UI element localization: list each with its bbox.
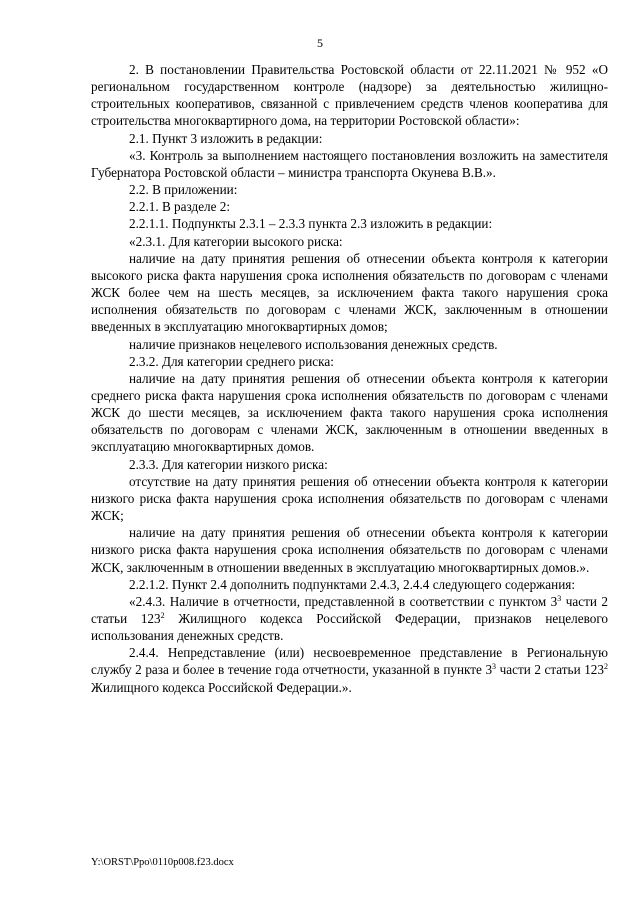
- paragraph-2-4-4-text-1: 2.4.4. Непредставление (или) несвоевременное представление в Региональную службу 2 раза и более в течение года отчетности, указанной в пункте 3: [91, 645, 608, 678]
- document-body: [91, 61, 608, 696]
- superscript: 2: [160, 611, 165, 621]
- paragraph-2-2-1-1: 2.2.1.1. Подпункты 2.3.1 – 2.3.3 пункта 2.3 изложить в редакции:: [129, 216, 493, 232]
- paragraph-2-3-3: 2.3.3. Для категории низкого риска:: [129, 456, 328, 472]
- paragraph-2-4-3: [91, 593, 608, 644]
- paragraph-2-4-4-text-2: части 2 статьи 123: [496, 662, 604, 678]
- file-path-footer: Y:\ORST\Ppo\0110p008.f23.docx: [91, 857, 234, 868]
- paragraph-2-2-1-2: 2.2.1.2. Пункт 2.4 дополнить подпунктами 2.4.3, 2.4.4 следующего содержания:: [129, 576, 575, 592]
- paragraph-2: 2. В постановлении Правительства Ростовской области от 22.11.2021 № 952 «О региональном государственном контроле (надзоре) за деятельностью жилищно-строительных кооперативов, связанной с привлечением средств членов кооператива для строительства многоквартирного дома, на территории Ростовской области»:: [91, 62, 608, 129]
- paragraph-medium-risk-criterion: наличие на дату принятия решения об отнесении объекта контроля к категории среднего риска факта нарушения срока исполнения обязательств по договорам с членами ЖСК до шести месяцев, за исключением факта такого нарушения срока исполнения обязательств по договорам с членами ЖСК, заключенным в отношении введенных в эксплуатацию многоквартирных домов.: [91, 370, 608, 455]
- superscript: 2: [603, 662, 608, 672]
- paragraph-low-risk-criterion-1: отсутствие на дату принятия решения об отнесении объекта контроля к категории низкого риска факта нарушения срока исполнения обязательств по договорам с членами ЖСК;: [91, 473, 608, 524]
- paragraph-2-4-4: [91, 644, 608, 695]
- paragraph-2-4-3-text-1: «2.4.3. Наличие в отчетности, представленной в соответствии с пунктом 3: [129, 593, 558, 609]
- superscript: 3: [557, 594, 562, 604]
- paragraph-2-3-1: «2.3.1. Для категории высокого риска:: [129, 233, 343, 249]
- paragraph-3-quote: «3. Контроль за выполнением настоящего постановления возложить на заместителя Губернатора Ростовской области – министра транспорта Окунева В.В.».: [91, 147, 608, 180]
- paragraph-2-3-2: 2.3.2. Для категории среднего риска:: [129, 353, 334, 369]
- paragraph-2-4-4-text-3: Жилищного кодекса Российской Федерации.».: [91, 679, 352, 695]
- paragraph-high-risk-criterion-1: наличие на дату принятия решения об отнесении объекта контроля к категории высокого риска факта нарушения срока исполнения обязательств по договорам с членами ЖСК более чем на шесть месяцев, за исключением факта такого нарушения срока исполнения обязательств по договорам с членами ЖСК, заключенным в отношении введенных в эксплуатацию многоквартирных домов;: [91, 250, 608, 335]
- paragraph-2-2-1: 2.2.1. В разделе 2:: [129, 199, 231, 215]
- paragraph-high-risk-criterion-2: наличие признаков нецелевого использования денежных средств.: [129, 336, 498, 352]
- paragraph-2-1: 2.1. Пункт 3 изложить в редакции:: [129, 130, 323, 146]
- superscript: 3: [492, 662, 497, 672]
- paragraph-2-4-3-text-2: части 2 статьи 123: [91, 593, 608, 626]
- paragraph-low-risk-criterion-2: наличие на дату принятия решения об отнесении объекта контроля к категории низкого риска факта нарушения срока исполнения обязательств по договорам с членами ЖСК, заключенным в отношении введенных в эксплуатацию многоквартирных домов.».: [91, 525, 608, 575]
- page-number: 5: [317, 36, 323, 50]
- paragraph-2-4-3-text-3: Жилищного кодекса Российской Федерации, признаков нецелевого использования денежных средств.: [91, 611, 608, 644]
- paragraph-2-2: 2.2. В приложении:: [129, 182, 238, 198]
